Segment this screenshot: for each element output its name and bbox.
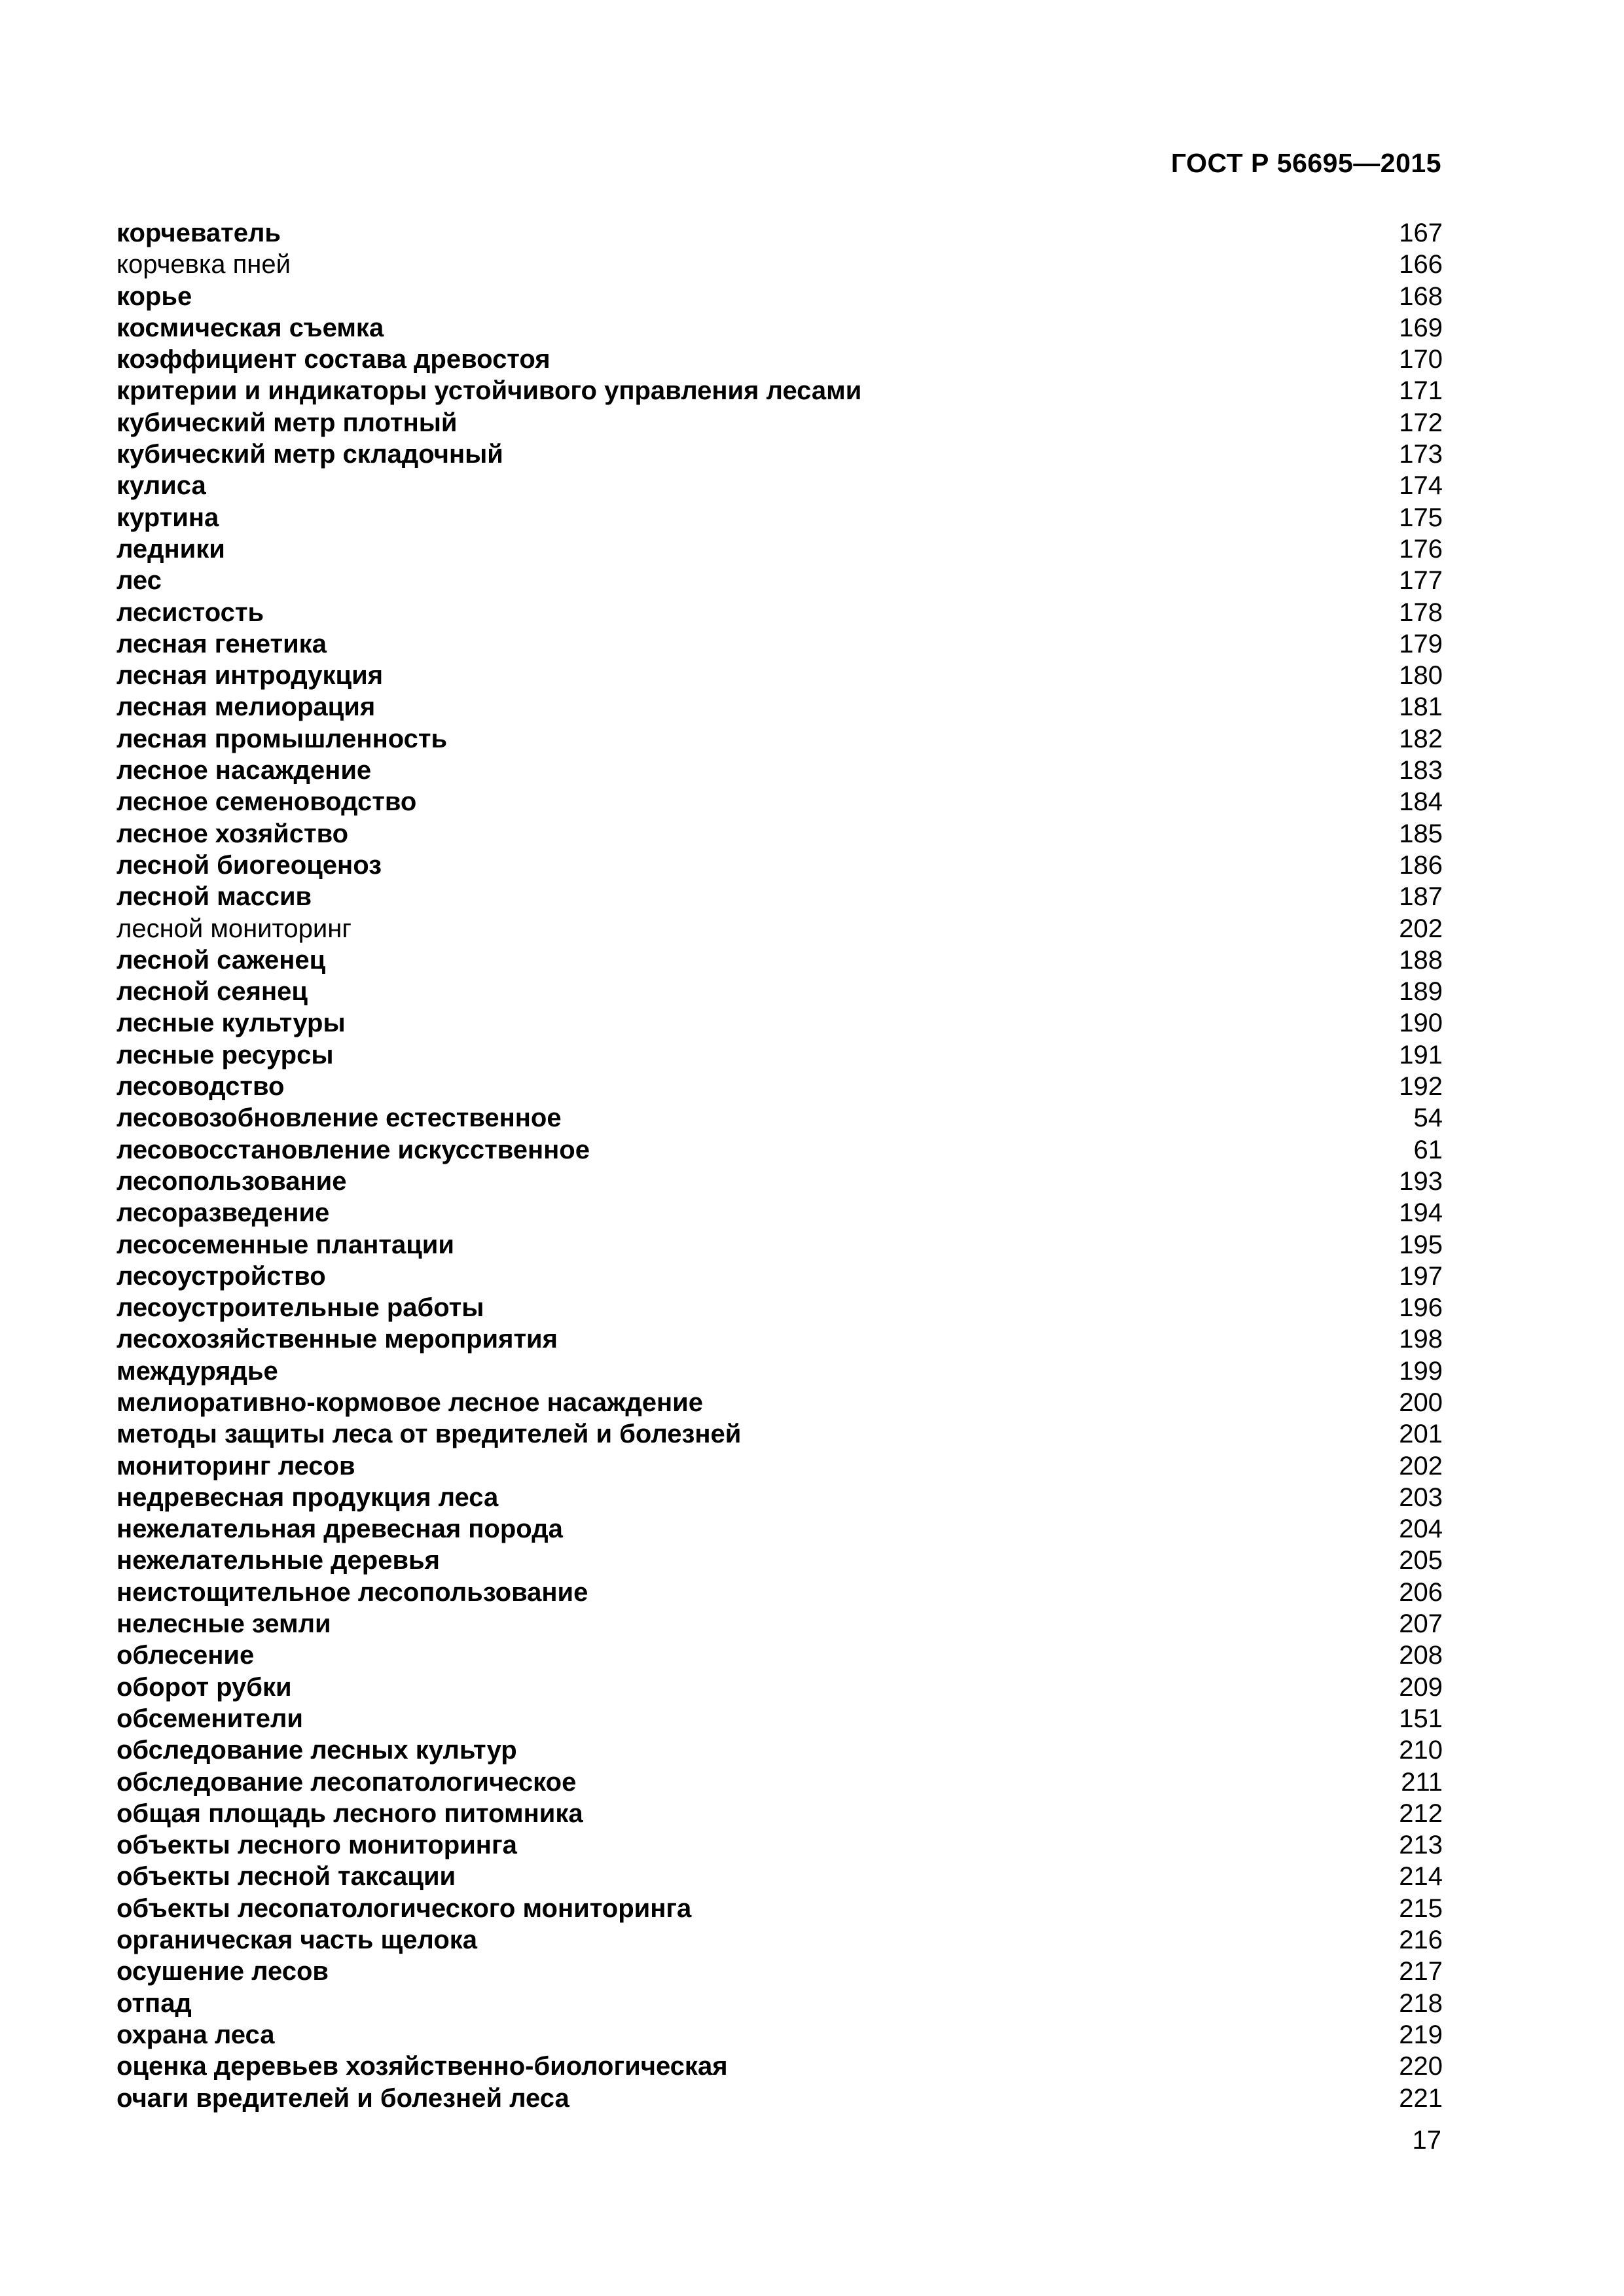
- index-term: лесной сеянец: [117, 977, 308, 1007]
- index-entry-number: 54: [1413, 1103, 1443, 1133]
- index-entry: [117, 407, 1443, 439]
- index-entry-number: 187: [1399, 882, 1443, 912]
- index-entry-number: 184: [1399, 787, 1443, 817]
- index-term: кубический метр складочный: [117, 440, 503, 469]
- index-entry: [117, 533, 1443, 565]
- index-entry: [117, 281, 1443, 312]
- index-entry: [117, 1355, 1443, 1387]
- index-entry-number: 196: [1399, 1293, 1443, 1323]
- document-code-header: ГОСТ Р 56695—2015: [1170, 148, 1441, 178]
- index-term: коэффициент состава древостоя: [117, 345, 550, 374]
- index-entry: [117, 1608, 1443, 1640]
- index-term: общая площадь лесного питомника: [117, 1799, 583, 1828]
- index-entry-number: 168: [1399, 281, 1443, 311]
- index-entry-number: 186: [1399, 850, 1443, 880]
- index-term: объекты лесной таксации: [117, 1862, 456, 1892]
- index-entry-number: 209: [1399, 1672, 1443, 1702]
- index-term: обследование лесопатологическое: [117, 1767, 577, 1797]
- index-entry-number: 167: [1399, 219, 1443, 247]
- index-entry: [117, 470, 1443, 501]
- index-entry-number: 193: [1399, 1166, 1443, 1196]
- index-entry: [117, 1988, 1443, 2019]
- index-term: лесная генетика: [117, 629, 327, 658]
- index-entry: [117, 312, 1443, 344]
- index-entry: [117, 1703, 1443, 1734]
- index-entry-number: 202: [1399, 1451, 1443, 1480]
- index-term: лесохозяйственные мероприятия: [117, 1325, 558, 1354]
- index-term: объекты лесопатологического мониторинга: [117, 1893, 692, 1923]
- index-term: лесоустройство: [117, 1261, 326, 1291]
- index-entry: [117, 1545, 1443, 1576]
- index-entry-number: 213: [1399, 1831, 1443, 1860]
- index-entry: [117, 1893, 1443, 1924]
- index-term: осушение лесов: [117, 1957, 329, 1986]
- index-term: оборот рубки: [117, 1672, 292, 1702]
- index-term: отпад: [117, 1988, 192, 2018]
- index-entry: [117, 850, 1443, 881]
- index-term: обсеменители: [117, 1704, 303, 1733]
- index-term: лесосеменные плантации: [117, 1230, 454, 1259]
- index-entry-number: 174: [1399, 471, 1443, 501]
- index-entry: [117, 1829, 1443, 1861]
- index-entry-number: 216: [1399, 1926, 1443, 1955]
- index-term: междурядье: [117, 1356, 278, 1386]
- index-term: неистощительное лесопользование: [117, 1577, 588, 1607]
- index-entry: [117, 944, 1443, 976]
- page-number: 17: [1412, 2126, 1441, 2155]
- index-entry-number: 179: [1399, 629, 1443, 658]
- index-term: лесной саженец: [117, 945, 326, 975]
- index-entry: [117, 1039, 1443, 1071]
- index-term: лесные ресурсы: [117, 1040, 334, 1069]
- index-entry: [117, 976, 1443, 1007]
- index-entry: [117, 1166, 1443, 1197]
- index-entry-number: 151: [1399, 1704, 1443, 1733]
- index-term: нежелательные деревья: [117, 1546, 440, 1575]
- index-term: лесистость: [117, 598, 264, 627]
- index-term: облесение: [117, 1641, 255, 1670]
- index-entry-number: 220: [1399, 2052, 1443, 2081]
- index-entry: [117, 2083, 1443, 2114]
- index-entry: [117, 1418, 1443, 1450]
- index-entry: [117, 1071, 1443, 1102]
- index-entry-number: 177: [1399, 566, 1443, 596]
- index-entry-number: 200: [1399, 1388, 1443, 1417]
- index-entry: [117, 786, 1443, 817]
- index-term: нелесные земли: [117, 1609, 331, 1639]
- index-term: лесная мелиорация: [117, 692, 376, 722]
- index-entry: [117, 1798, 1443, 1829]
- index-entry-number: 166: [1399, 250, 1443, 279]
- index-entry-number: 175: [1399, 503, 1443, 532]
- index-entry: [117, 1734, 1443, 1766]
- index-entry: [117, 1924, 1443, 1956]
- index-term: лес: [117, 566, 162, 596]
- index-entry: [117, 1861, 1443, 1892]
- index-entry-number: 195: [1399, 1230, 1443, 1259]
- index-term: лесовосстановление искусственное: [117, 1135, 590, 1164]
- index-entry-number: 206: [1399, 1577, 1443, 1607]
- index-entry: [117, 1387, 1443, 1418]
- index-term: космическая съемка: [117, 313, 384, 342]
- index-entry: [117, 691, 1443, 723]
- index-entry-number: 208: [1399, 1641, 1443, 1670]
- index-entry: [117, 2051, 1443, 2082]
- index-entry-number: 211: [1401, 1767, 1443, 1797]
- index-entry-number: 210: [1399, 1736, 1443, 1765]
- index-term: куртина: [117, 503, 219, 532]
- index-term: обследование лесных культур: [117, 1736, 517, 1765]
- index-entry-number: 171: [1399, 376, 1443, 406]
- index-entry-number: 182: [1399, 724, 1443, 753]
- index-term: лесной мониторинг: [117, 914, 352, 943]
- index-entry-number: 169: [1399, 313, 1443, 342]
- index-term: лесоводство: [117, 1072, 285, 1102]
- index-entry: [117, 597, 1443, 628]
- index-term: мониторинг лесов: [117, 1451, 355, 1480]
- index-entry-number: 189: [1399, 977, 1443, 1007]
- index-entry: [117, 439, 1443, 470]
- index-entry-number: 199: [1399, 1356, 1443, 1386]
- index-entry: [117, 217, 1443, 249]
- index-entry: [117, 1956, 1443, 1987]
- index-term: объекты лесного мониторинга: [117, 1831, 517, 1860]
- index-entry-number: 185: [1399, 819, 1443, 848]
- index-term: очаги вредителей и болезней леса: [117, 2083, 569, 2113]
- index-entry: [117, 1767, 1443, 1798]
- index-entry: [117, 628, 1443, 660]
- index-term: органическая часть щелока: [117, 1926, 478, 1955]
- index-entry: [117, 1450, 1443, 1482]
- index-entry: [117, 1482, 1443, 1513]
- index-term: мелиоративно-кормовое лесное насаждение: [117, 1388, 703, 1417]
- index-entry-number: 218: [1399, 1988, 1443, 2018]
- index-entry: [117, 723, 1443, 755]
- index-entry: [117, 881, 1443, 912]
- index-entry: [117, 1261, 1443, 1292]
- index-term: методы защиты леса от вредителей и болезней: [117, 1420, 742, 1449]
- index-entry-number: 219: [1399, 2020, 1443, 2049]
- index-entry-number: 178: [1399, 598, 1443, 627]
- index-entry-number: 217: [1399, 1957, 1443, 1986]
- index-term: лесной массив: [117, 882, 312, 912]
- index-term: критерии и индикаторы устойчивого управления лесами: [117, 376, 862, 406]
- index-entry: [117, 1197, 1443, 1229]
- index-entry-number: 180: [1399, 661, 1443, 691]
- index-term: лесной биогеоценоз: [117, 850, 382, 880]
- index-entry-number: 198: [1399, 1325, 1443, 1354]
- index-term: лесопользование: [117, 1166, 347, 1196]
- index-entry-number: 173: [1399, 440, 1443, 469]
- index-entry-number: 214: [1399, 1862, 1443, 1892]
- index-entry-number: 190: [1399, 1009, 1443, 1038]
- index-entry-number: 204: [1399, 1515, 1443, 1544]
- index-entry-number: 183: [1399, 756, 1443, 785]
- index-entry: [117, 755, 1443, 786]
- index-term: лесное насаждение: [117, 756, 372, 785]
- index-entry: [117, 502, 1443, 533]
- index-entry: [117, 249, 1443, 280]
- index-entry: [117, 344, 1443, 375]
- index-entry-number: 192: [1399, 1072, 1443, 1102]
- alphabetical-index-list: [117, 217, 1443, 2114]
- index-entry-number: 201: [1399, 1420, 1443, 1449]
- index-term: лесоустроительные работы: [117, 1293, 484, 1323]
- index-entry-number: 215: [1399, 1893, 1443, 1923]
- index-entry: [117, 1577, 1443, 1608]
- index-term: лесная промышленность: [117, 724, 448, 753]
- index-entry-number: 207: [1399, 1609, 1443, 1639]
- index-term: кубический метр плотный: [117, 408, 458, 437]
- index-term: корье: [117, 281, 192, 311]
- index-entry: [117, 818, 1443, 850]
- index-entry: [117, 1134, 1443, 1166]
- index-entry-number: 194: [1399, 1198, 1443, 1228]
- index-entry: [117, 1323, 1443, 1355]
- index-entry-number: 197: [1399, 1261, 1443, 1291]
- index-entry-number: 203: [1399, 1482, 1443, 1512]
- index-term: лесное семеноводство: [117, 787, 417, 817]
- index-entry-number: 221: [1399, 2083, 1443, 2113]
- index-term: лесовозобновление естественное: [117, 1103, 562, 1133]
- index-entry: [117, 1513, 1443, 1545]
- index-entry-number: 61: [1413, 1135, 1443, 1164]
- index-entry: [117, 1102, 1443, 1134]
- index-term: лесное хозяйство: [117, 819, 349, 848]
- index-term: корчеватель: [117, 219, 281, 247]
- index-term: лесоразведение: [117, 1198, 330, 1228]
- index-entry-number: 191: [1399, 1040, 1443, 1069]
- index-entry: [117, 1229, 1443, 1261]
- index-entry: [117, 565, 1443, 596]
- index-entry: [117, 2019, 1443, 2051]
- index-entry-number: 181: [1399, 692, 1443, 722]
- index-entry: [117, 1640, 1443, 1671]
- index-term: лесная интродукция: [117, 661, 384, 691]
- index-term: оценка деревьев хозяйственно-биологическая: [117, 2052, 728, 2081]
- index-entry-number: 212: [1399, 1799, 1443, 1828]
- index-entry: [117, 1292, 1443, 1323]
- index-entry-number: 170: [1399, 345, 1443, 374]
- index-entry-number: 176: [1399, 534, 1443, 564]
- index-entry-number: 202: [1399, 914, 1443, 943]
- index-term: нежелательная древесная порода: [117, 1515, 563, 1544]
- index-entry: [117, 375, 1443, 406]
- index-term: недревесная продукция леса: [117, 1482, 499, 1512]
- index-term: корчевка пней: [117, 250, 291, 279]
- index-entry: [117, 913, 1443, 944]
- index-entry-number: 172: [1399, 408, 1443, 437]
- index-term: кулиса: [117, 471, 206, 501]
- index-term: охрана леса: [117, 2020, 275, 2049]
- index-term: ледники: [117, 534, 225, 564]
- index-entry: [117, 1007, 1443, 1039]
- index-entry-number: 205: [1399, 1546, 1443, 1575]
- index-entry: [117, 1672, 1443, 1703]
- index-entry-number: 188: [1399, 945, 1443, 975]
- index-entry: [117, 660, 1443, 691]
- index-term: лесные культуры: [117, 1009, 346, 1038]
